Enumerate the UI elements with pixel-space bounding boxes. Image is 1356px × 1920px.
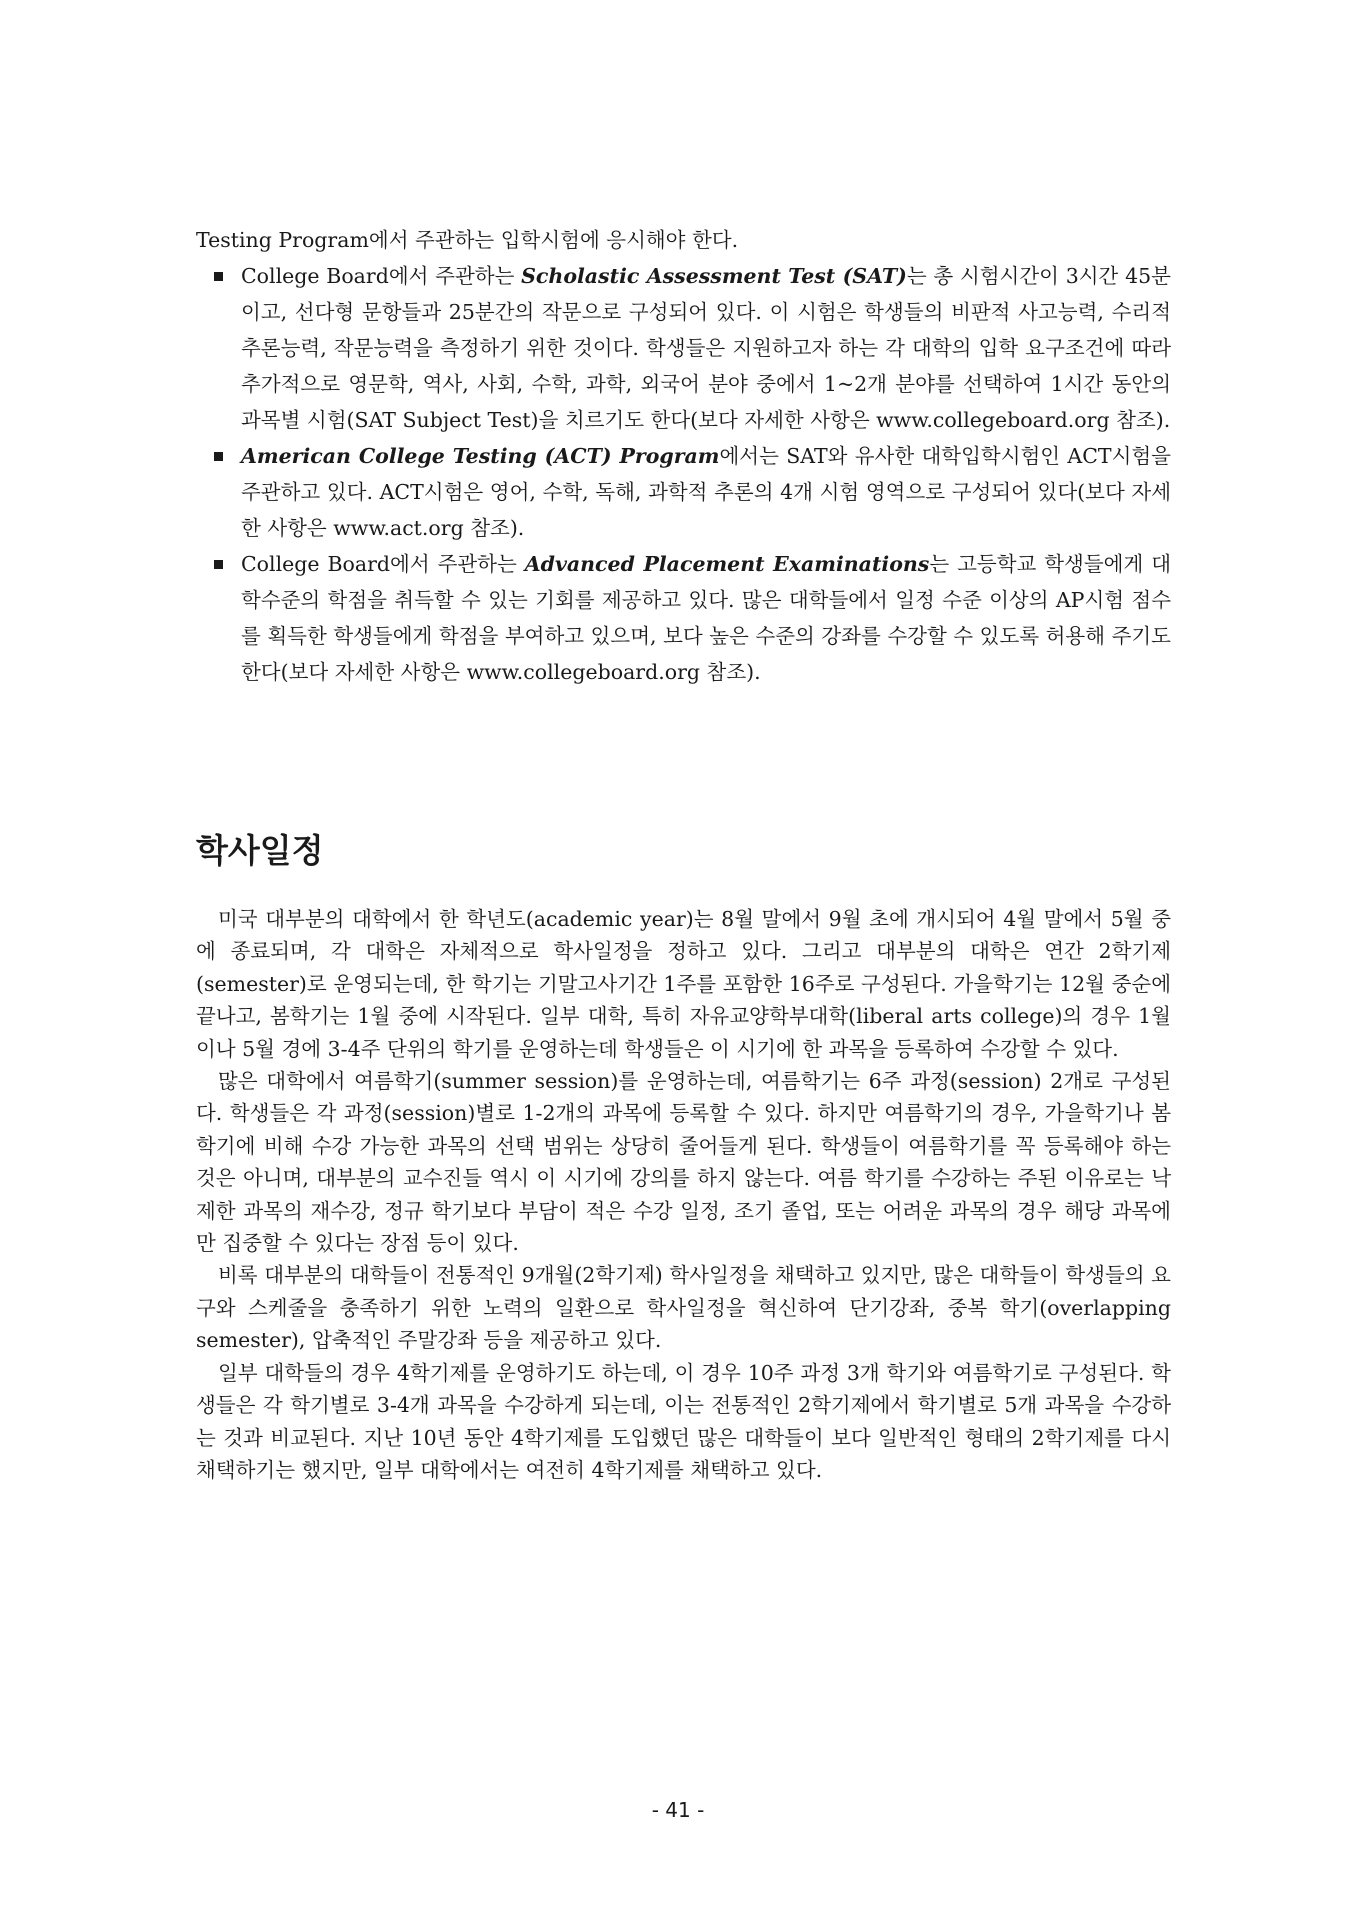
section-body: [196, 903, 1171, 1486]
bullet-text-post: 는 총 시험시간이 3시간 45분이고, 선다형 문항들과 25분간의 작문으로 구성되어 있다. 이 시험은 학생들의 비판적 사고능력, 수리적 추론능력, 작문능력을 측정하기 위한 것이다. 학생들은 지원하고자 하는 각 대학의 입학 요구조건에 따라 추가적으로 영문학, 역사, 사회, 수학, 과학, 외국어 분야 중에서 1~2개 분야를 선택하여 1시간 동안의 과목별 시험(SAT Subject Test)을 치르기도 한다(보다 자세한 사항은 www.collegeboard.org 참조).: [241, 264, 1171, 432]
exam-title-act: American College Testing (ACT) Program: [241, 444, 720, 468]
intro-line: Testing Program에서 주관하는 입학시험에 응시해야 한다.: [196, 228, 739, 252]
square-bullet-icon: [214, 560, 223, 569]
page-number: - 41 -: [651, 1798, 705, 1822]
square-bullet-icon: [214, 452, 223, 461]
page-content: [196, 222, 1171, 1482]
paragraph: 일부 대학들의 경우 4학기제를 운영하기도 하는데, 이 경우 10주 과정 3개 학기와 여름학기로 구성된다. 학생들은 각 학기별로 3-4개 과목을 수강하게 되는데, 이는 전통적인 2학기제에서 학기별로 5개 과목을 수강하는 것과 비교된다. 지난 10년 동안 4학기제를 도입했던 많은 대학들이 보다 일반적인 형태의 2학기제를 다시 채택하기는 했지만, 일부 대학에서는 여전히 4학기제를 채택하고 있다.: [196, 1360, 1171, 1482]
exam-list: [196, 258, 1171, 690]
list-item-sat: [196, 258, 1171, 438]
paragraph: 많은 대학에서 여름학기(summer session)를 운영하는데, 여름학기는 6주 과정(session) 2개로 구성된다. 학생들은 각 과정(session)별로 1-2개의 과목에 등록할 수 있다. 하지만 여름학기의 경우, 가을학기나 봄학기에 비해 수강 가능한 과목의 선택 범위는 상당히 줄어들게 된다. 학생들이 여름학기를 꼭 등록해야 하는 것은 아니며, 대부분의 교수진들 역시 이 시기에 강의를 하지 않는다. 여름 학기를 수강하는 주된 이유로는 낙제한 과목의 재수강, 정규 학기보다 부담이 적은 수강 일정, 조기 졸업, 또는 어려운 과목의 경우 해당 과목에만 집중할 수 있다는 장점 등이 있다.: [196, 1069, 1171, 1256]
square-bullet-icon: [214, 272, 223, 281]
paragraph: 미국 대부분의 대학에서 한 학년도(academic year)는 8월 말에서 9월 초에 개시되어 4월 말에서 5월 중에 종료되며, 각 대학은 자체적으로 학사일정을 정하고 있다. 그리고 대부분의 대학은 연간 2학기제(semester)로 운영되는데, 한 학기는 기말고사기간 1주를 포함한 16주로 구성된다. 가을학기는 12월 중순에 끝나고, 봄학기는 1월 중에 시작된다. 일부 대학, 특히 자유교양학부대학(liberal arts college)의 경우 1월이나 5월 경에 3-4주 단위의 학기를 운영하는데 학생들은 이 시기에 한 과목을 등록하여 수강할 수 있다.: [196, 907, 1171, 1061]
list-item-ap: [196, 546, 1171, 690]
exam-title-sat: Scholastic Assessment Test (SAT): [521, 264, 907, 288]
list-item-act: [196, 438, 1171, 546]
bullet-text-pre: College Board에서 주관하는: [241, 264, 522, 288]
exam-title-ap: Advanced Placement Examinations: [524, 552, 930, 576]
bullet-text-post: 는 고등학교 학생들에게 대학수준의 학점을 취득할 수 있는 기회를 제공하고 있다. 많은 대학들에서 일정 수준 이상의 AP시험 점수를 획득한 학생들에게 학점을 부여하고 있으며, 보다 높은 수준의 강좌를 수강할 수 있도록 허용해 주기도 한다(보다 자세한 사항은 www.collegeboard.org 참조).: [241, 552, 1171, 684]
paragraph: 비록 대부분의 대학들이 전통적인 9개월(2학기제) 학사일정을 채택하고 있지만, 많은 대학들이 학생들의 요구와 스케줄을 충족하기 위한 노력의 일환으로 학사일정을 혁신하여 단기강좌, 중복 학기(overlapping semester), 압축적인 주말강좌 등을 제공하고 있다.: [196, 1263, 1171, 1353]
section-heading: 학사일정: [196, 831, 324, 870]
bullet-text-pre: College Board에서 주관하는: [241, 552, 525, 576]
bullet-text-post: 에서는 SAT와 유사한 대학입학시험인 ACT시험을 주관하고 있다. ACT시험은 영어, 수학, 독해, 과학적 추론의 4개 시험 영역으로 구성되어 있다(보다 자세한 사항은 www.act.org 참조).: [241, 444, 1171, 540]
